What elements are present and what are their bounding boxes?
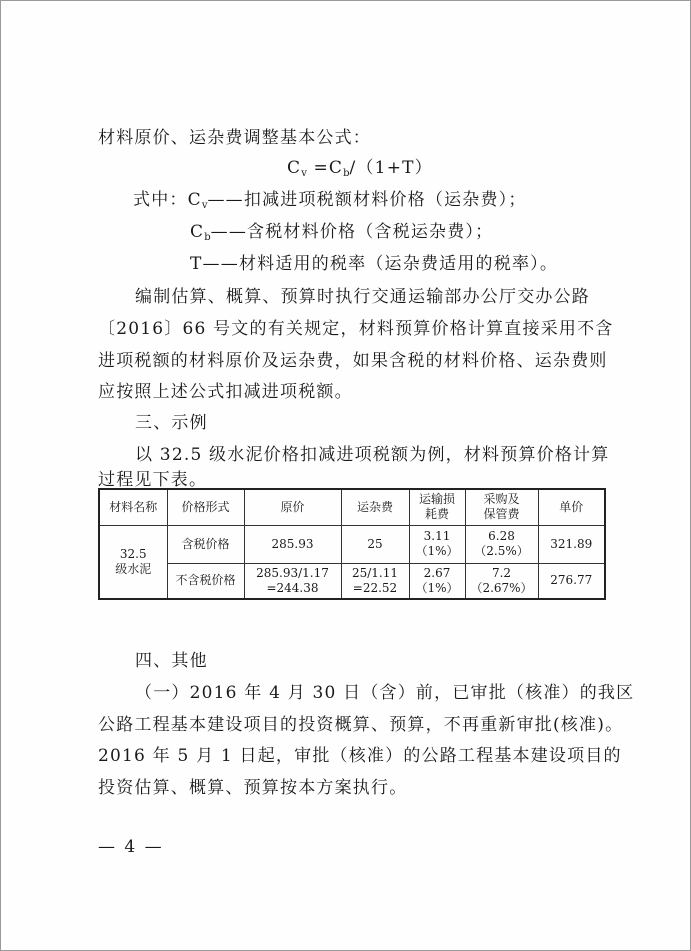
- freight-cell: 25: [341, 525, 409, 563]
- paragraph-line: 〔2016〕66 号文的有关规定，材料预算价格计算直接采用不含: [98, 319, 614, 339]
- paragraph-line: 应按照上述公式扣减进项税额。: [98, 382, 353, 402]
- definition-cv: 式中：$C_v——$扣减进项税额材料价格（运杂费）；: [133, 190, 527, 211]
- paragraph-line: 以 32.5 级水泥价格扣减进项税额为例，材料预算价格计算: [135, 445, 610, 465]
- price-table: [98, 488, 606, 600]
- table-header-row: [99, 489, 605, 525]
- price-form-cell: 不含税价格: [167, 563, 244, 599]
- loss-cell: 3.11 （1%）: [409, 525, 465, 563]
- section-heading: 三、示例: [135, 413, 208, 433]
- price-cell: 285.93/1.17 =244.38: [244, 563, 341, 599]
- price-form-cell: 含税价格: [167, 525, 244, 563]
- header-cell: 原价: [244, 489, 341, 525]
- paragraph-line: （一）2016 年 4 月 30 日（含）前，已审批（核准）的我区: [135, 683, 635, 703]
- paragraph-line: 公路工程基本建设项目的投资概算、预算，不再重新审批(核准)。: [98, 715, 624, 735]
- table-row: [99, 563, 605, 599]
- storage-cell: 7.2 （2.67%）: [465, 563, 538, 599]
- header-cell: 运输损 耗费: [409, 489, 465, 525]
- header-cell: 价格形式: [167, 489, 244, 525]
- price-cell: 285.93: [244, 525, 341, 563]
- unit-price-cell: 276.77: [538, 563, 605, 599]
- header-cell: 材料名称: [99, 489, 167, 525]
- section-heading: 四、其他: [135, 651, 208, 671]
- paragraph-line: 进项税额的材料原价及运杂费，如果含税的材料价格、运杂费则: [98, 351, 608, 371]
- unit-price-cell: 321.89: [538, 525, 605, 563]
- formula: $C_v =C_b/(1+T)$: [287, 158, 433, 179]
- header-cell: 采购及 保管费: [465, 489, 538, 525]
- paragraph-line: 2016 年 5 月 1 日起，审批（核准）的公路工程基本建设项目的: [98, 746, 622, 766]
- header-cell: 单价: [538, 489, 605, 525]
- definition-cb: $C_b——$含税材料价格（含税运杂费）；: [190, 222, 494, 243]
- formula-intro: 材料原价、运杂费调整基本公式：: [98, 128, 371, 148]
- material-name-cell: 32.5 级水泥: [99, 525, 167, 599]
- page-number: — 4 —: [98, 837, 164, 857]
- paragraph-line: 投资估算、概算、预算按本方案执行。: [98, 778, 408, 798]
- freight-cell: 25/1.11 =22.52: [341, 563, 409, 599]
- definition-t: T——材料适用的税率（运杂费适用的税率）。: [190, 254, 559, 274]
- table-row: [99, 525, 605, 563]
- loss-cell: 2.67 （1%）: [409, 563, 465, 599]
- header-cell: 运杂费: [341, 489, 409, 525]
- storage-cell: 6.28 （2.5%）: [465, 525, 538, 563]
- paragraph-line: 过程见下表。: [98, 470, 208, 490]
- paragraph-line: 编制估算、概算、预算时执行交通运输部办公厅交办公路: [135, 287, 590, 307]
